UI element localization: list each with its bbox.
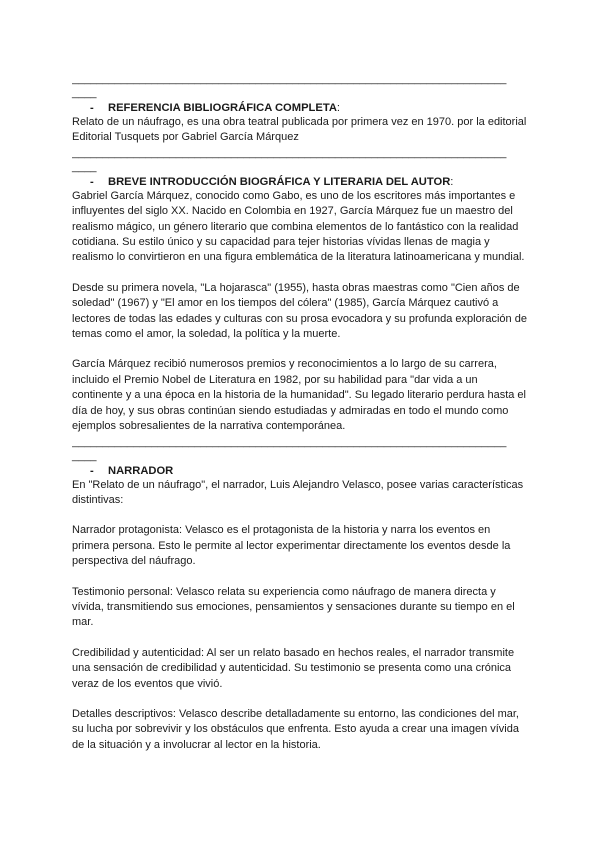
intro-heading-colon: : bbox=[450, 175, 454, 188]
narrator-paragraph: Testimonio personal: Velasco relata su experiencia como náufrago de manera directa y vívida, transmitiendo sus emociones, pensamientos y sensaciones durante su tiempo en el mar. bbox=[72, 585, 515, 629]
bullet: - bbox=[90, 175, 94, 188]
reference-heading-colon: : bbox=[336, 102, 341, 114]
reference-heading bbox=[72, 101, 528, 115]
narrator-paragraph: Credibilidad y autenticidad: Al ser un relato basado en hechos reales, el narrador transmite una sensación de credibilidad y autenticidad. Su testimonio se presenta como una crónica veraz de los eventos que vivió. bbox=[72, 646, 515, 690]
intro-paragraph: García Márquez recibió numerosos premios y reconocimientos a lo largo de su carrera, incluido el Premio Nobel de Literatura en 1982, por su habilidad para "dar vida a un continente y a una época en la historia de la humanidad". Su legado literario perdura hasta el día de hoy, y sus obras continúan siendo estudiadas y admiradas en todo el mundo como ejemplos sobresalientes de la narrativa contemporánea. bbox=[72, 358, 526, 433]
narrator-paragraph: Narrador protagonista: Velasco es el protagonista de la historia y narra los eventos en primera persona. Esto le permite al lector experimentar directamente los eventos desde la perspectiva del náufrago. bbox=[72, 524, 511, 568]
separator-tail: ____ bbox=[72, 87, 97, 99]
intro-paragraph: Desde su primera novela, "La hojarasca" (1955), hasta obras maestras como "Cien años de soledad" (1967) y "El amor en los tiempos del cólera" (1985), García Márquez cautivó a lectores de todas las edades y culturas con su prosa evocadora y su profunda exploración de temas como el amor, la soledad, la política y la muerte. bbox=[72, 281, 527, 341]
narrator-paragraph: En "Relato de un náufrago", el narrador, Luis Alejandro Velasco, posee varias características distintivas: bbox=[72, 478, 524, 506]
intro-heading bbox=[72, 175, 528, 189]
bullet: - bbox=[90, 102, 94, 114]
narrator-paragraph: Detalles descriptivos: Velasco describe detalladamente su entorno, las condiciones del mar, su lucha por sobrevivir y los obstáculos que enfrenta. Esto ayuda a crear una imagen vívida de la situación y a involucrar al lector en la historia. bbox=[72, 707, 519, 751]
separator-tail: ____ bbox=[72, 449, 97, 462]
reference-heading-text: REFERENCIA BIBLIOGRÁFICA COMPLETA bbox=[108, 102, 337, 114]
reference-text: Relato de un náufrago, es una obra teatral publicada por primera vez en 1970. por la editorial Editorial Tusquets por Gabriel García Márquez bbox=[72, 116, 527, 144]
separator-line: _______________________________________________________________________ bbox=[72, 73, 507, 85]
narrator-heading bbox=[72, 464, 528, 478]
separator-line: _______________________________________________________________________ bbox=[72, 146, 507, 159]
intro-heading-text: BREVE INTRODUCCIÓN BIOGRÁFICA Y LITERARIA DEL AUTOR bbox=[108, 175, 451, 188]
narrator-heading-text: NARRADOR bbox=[108, 464, 174, 477]
separator-tail: ____ bbox=[72, 160, 97, 173]
document-page bbox=[72, 72, 528, 753]
bullet: - bbox=[90, 464, 94, 477]
separator-line: _______________________________________________________________________ bbox=[72, 435, 507, 448]
intro-paragraph: Gabriel García Márquez, conocido como Gabo, es uno de los escritores más importantes e influyentes del siglo XX. Nacido en Colombia en 1927, García Márquez fue un maestro del realismo mágico, un género literario que combina elementos de lo fantástico con la realidad cotidiana. Su estilo único y su capacidad para tejer historias vívidas llenas de magia y realismo lo convirtieron en una figura emblemática de la literatura latinoamericana y mundial. bbox=[72, 189, 525, 264]
